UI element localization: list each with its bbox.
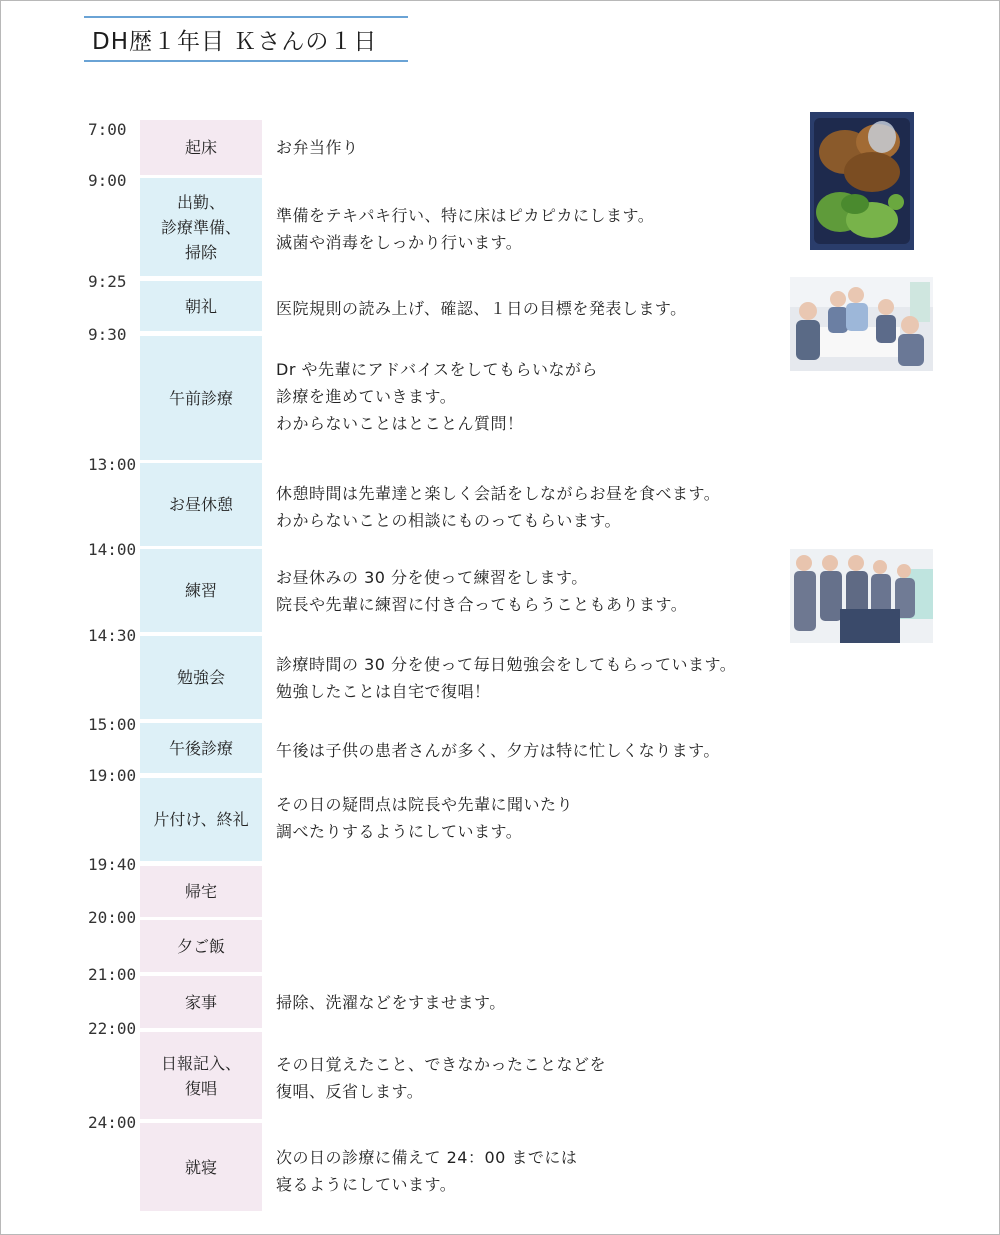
time-label: 9:00 [88,171,127,190]
time-label: 9:30 [88,325,127,344]
time-label: 24:00 [88,1113,137,1132]
activity-description: その日覚えたこと、できなかったことなどを 復唱、反省します。 [276,1055,607,1101]
activity-description: 準備をテキパキ行い、特に床はピカピカにします。 滅菌や消毒をしっかり行います。 [276,206,655,252]
activity-label: 勉強会 [140,636,262,719]
time-label: 14:30 [88,626,137,645]
time-label: 7:00 [88,120,127,139]
activity-label: 家事 [140,976,262,1028]
time-label: 19:40 [88,855,137,874]
activity-description: 午後は子供の患者さんが多く、夕方は特に忙しくなります。 [276,741,720,760]
activity-description: その日の疑問点は院長や先輩に聞いたり 調べたりするようにしています。 [276,795,574,841]
bento-photo [810,112,914,250]
time-label: 20:00 [88,908,137,927]
activity-label: 片付け、終礼 [140,778,262,861]
activity-label: 夕ご飯 [140,920,262,972]
morning-meeting-photo [790,277,933,371]
time-label: 14:00 [88,540,137,559]
page-title: DH歴１年目 Ｋさんの１日 [92,28,378,55]
time-label: 21:00 [88,965,137,984]
activity-description: お昼休みの 30 分を使って練習をします。 院長や先輩に練習に付き合ってもらうこともあります。 [276,568,688,614]
activity-label: 練習 [140,549,262,632]
activity-description: 医院規則の読み上げ、確認、１日の目標を発表します。 [276,299,687,318]
activity-label: 日報記入、 復唱 [140,1032,262,1119]
activity-label: 朝礼 [140,281,262,331]
activity-label: 就寝 [140,1123,262,1211]
activity-description: Dr や先輩にアドバイスをしてもらいながら 診療を進めていきます。 わからないことはとことん質問！ [276,360,599,433]
activity-label: 帰宅 [140,866,262,917]
time-label: 19:00 [88,766,137,785]
activity-label: 午後診療 [140,723,262,773]
activity-label: お昼休憩 [140,463,262,546]
page-title-box [84,16,408,62]
activity-description: 掃除、洗濯などをすませます。 [276,993,506,1012]
activity-description: 診療時間の 30 分を使って毎日勉強会をしてもらっています。 勉強したことは自宅で復唱！ [276,655,737,701]
time-label: 15:00 [88,715,137,734]
activity-description: お弁当作り [276,138,359,157]
activity-label: 午前診療 [140,336,262,460]
time-label: 13:00 [88,455,137,474]
activity-label: 出勤、 診療準備、 掃除 [140,178,262,276]
practice-group-photo [790,549,933,643]
activity-label: 起床 [140,120,262,175]
time-label: 9:25 [88,272,127,291]
activity-description: 次の日の診療に備えて 24：00 までには 寝るようにしています。 [276,1148,578,1194]
time-label: 22:00 [88,1019,137,1038]
activity-description: 休憩時間は先輩達と楽しく会話をしながらお昼を食べます。 わからないことの相談にものってもらいます。 [276,484,721,530]
